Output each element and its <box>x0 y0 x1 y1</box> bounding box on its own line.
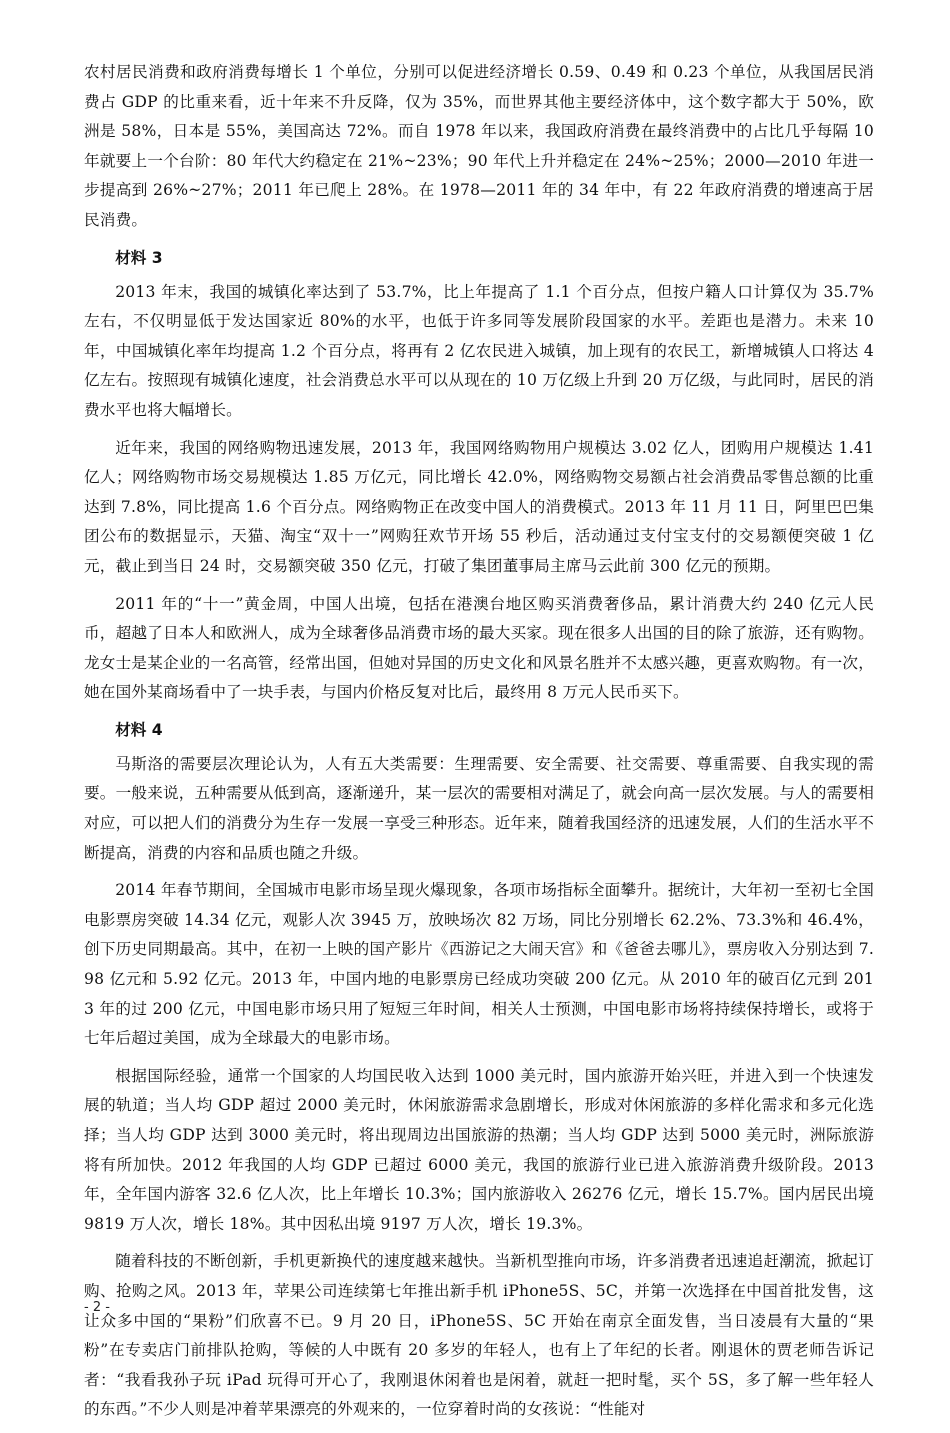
paragraph-maslow-needs: 马斯洛的需要层次理论认为，人有五大类需要：生理需要、安全需要、社交需要、尊重需要、自我实现的需要。一般来说，五种需要从低到高，逐渐递升，某一层次的需要相对满足了，就会向高一层次发展。与人的需要相对应，可以把人们的消费分为生存一发展一享受三种形态。近年来，随着我国经济的迅速发展，人们的生活水平不断提高，消费的内容和品质也随之升级。 <box>84 754 874 862</box>
paragraph-iphone-release: 随着科技的不断创新，手机更新换代的速度越来越快。当新机型推向市场，许多消费者迅速追赶潮流，掀起订购、抢购之风。2013 年，苹果公司连续第七年推出新手机 iPhone5S、5C，并第一次选择在中国首批发售，这让众多中国的“果粉”们欣喜不已。9 月 20 日，iPhone5S、5C 开始在南京全面发售，当日凌晨有大量的“果粉”在专卖店门前排队抢购，等候的人中既有 20 多岁的年轻人，也有上了年纪的长者。刚退休的贾老师告诉记者：“我看我孙子玩 iPad 玩得可开心了，我刚退休闲着也是闲着，就赶一把时髦，买个 5S，多了解一些年轻人的东西。”不少人则是冲着苹果漂亮的外观来的，一位穿着时尚的女孩说：“性能对 <box>84 1252 874 1419</box>
paragraph-urbanization: 2013 年末，我国的城镇化率达到了 53.7%，比上年提高了 1.1 个百分点，但按户籍人口计算仅为 35.7%左右，不仅明显低于发达国家近 80%的水平，也低于许多同等发展阶段国家的水平。差距也是潜力。未来 10 年，中国城镇化率年均提高 1.2 个百分点，将再有 2 亿农民进入城镇，加上现有的农民工，新增城镇人口将达 4 亿左右。按照现有城镇化速度，社会消费总水平可以从现在的 10 万亿级上升到 20 万亿级，与此同时，居民的消费水平也将大幅增长。 <box>84 282 874 419</box>
page-number: - 2 - <box>84 1300 110 1315</box>
heading-material-3: 材料 3 <box>115 248 163 267</box>
document-page <box>84 58 874 1433</box>
heading-material-4: 材料 4 <box>115 720 163 739</box>
paragraph-consumption-growth: 农村居民消费和政府消费每增长 1 个单位，分别可以促进经济增长 0.59、0.49 和 0.23 个单位，从我国居民消费占 GDP 的比重来看，近十年来不升反降，仅为 35%，而世界其他主要经济体中，这个数字都大于 50%，欧洲是 58%，日本是 55%，美国高达 72%。而自 1978 年以来，我国政府消费在最终消费中的占比几乎每隔 10 年就要上一个台阶：80 年代大约稳定在 21%~23%；90 年代上升并稳定在 24%~25%；2000—2010 年进一步提高到 26%~27%；2011 年已爬上 28%。在 1978—2011 年的 34 年中，有 22 年政府消费的增速高于居民消费。 <box>84 63 874 229</box>
paragraph-movie-market: 2014 年春节期间，全国城市电影市场呈现火爆现象，各项市场指标全面攀升。据统计，大年初一至初七全国电影票房突破 14.34 亿元，观影人次 3945 万，放映场次 82 万场，同比分别增长 62.2%、73.3%和 46.4%，创下历史同期最高。其中，在初一上映的国产影片《西游记之大闹天宫》和《爸爸去哪儿》，票房收入分别达到 7.98 亿元和 5.92 亿元。2013 年，中国内地的电影票房已经成功突破 200 亿元。从 2010 年的破百亿元到 2013 年的过 200 亿元，中国电影市场只用了短短三年时间，相关人士预测，中国电影市场将持续保持增长，或将于七年后超过美国，成为全球最大的电影市场。 <box>84 881 874 1048</box>
paragraph-tourism: 根据国际经验，通常一个国家的人均国民收入达到 1000 美元时，国内旅游开始兴旺，并进入到一个快速发展的轨道；当人均 GDP 超过 2000 美元时，休闲旅游需求急剧增长，形成对休闲旅游的多样化需求和多元化选择；当人均 GDP 达到 3000 美元时，将出现周边出国旅游的热潮；当人均 GDP 达到 5000 美元时，洲际旅游将有所加快。2012 年我国的人均 GDP 已超过 6000 美元，我国的旅游行业已进入旅游消费升级阶段。2013 年，全年国内游客 32.6 亿人次，比上年增长 10.3%；国内旅游收入 26276 亿元，增长 15.7%。国内居民出境 9819 万人次，增长 18%。其中因私出境 9197 万人次，增长 19.3%。 <box>84 1066 874 1233</box>
paragraph-luxury-consumption: 2011 年的“十一”黄金周，中国人出境，包括在港澳台地区购买消费奢侈品，累计消费大约 240 亿元人民币，超越了日本人和欧洲人，成为全球奢侈品消费市场的最大买家。现在很多人出国的目的除了旅游，还有购物。龙女士是某企业的一名高管，经常出国，但她对异国的历史文化和风景名胜并不太感兴趣，更喜欢购物。有一次，她在国外某商场看中了一块手表，与国内价格反复对比后，最终用 8 万元人民币买下。 <box>84 594 874 702</box>
paragraph-online-shopping: 近年来，我国的网络购物迅速发展，2013 年，我国网络购物用户规模达 3.02 亿人，团购用户规模达 1.41 亿人；网络购物市场交易规模达 1.85 万亿元，同比增长 42.0%，网络购物交易额占社会消费品零售总额的比重达到 7.8%，同比提高 1.6 个百分点。网络购物正在改变中国人的消费模式。2013 年 11 月 11 日，阿里巴巴集团公布的数据显示，天猫、淘宝“双十一”网购狂欢节开场 55 秒后，活动通过支付宝支付的交易额便突破 1 亿元，截止到当日 24 时，交易额突破 350 亿元，打破了集团董事局主席马云此前 300 亿元的预期。 <box>84 438 874 575</box>
